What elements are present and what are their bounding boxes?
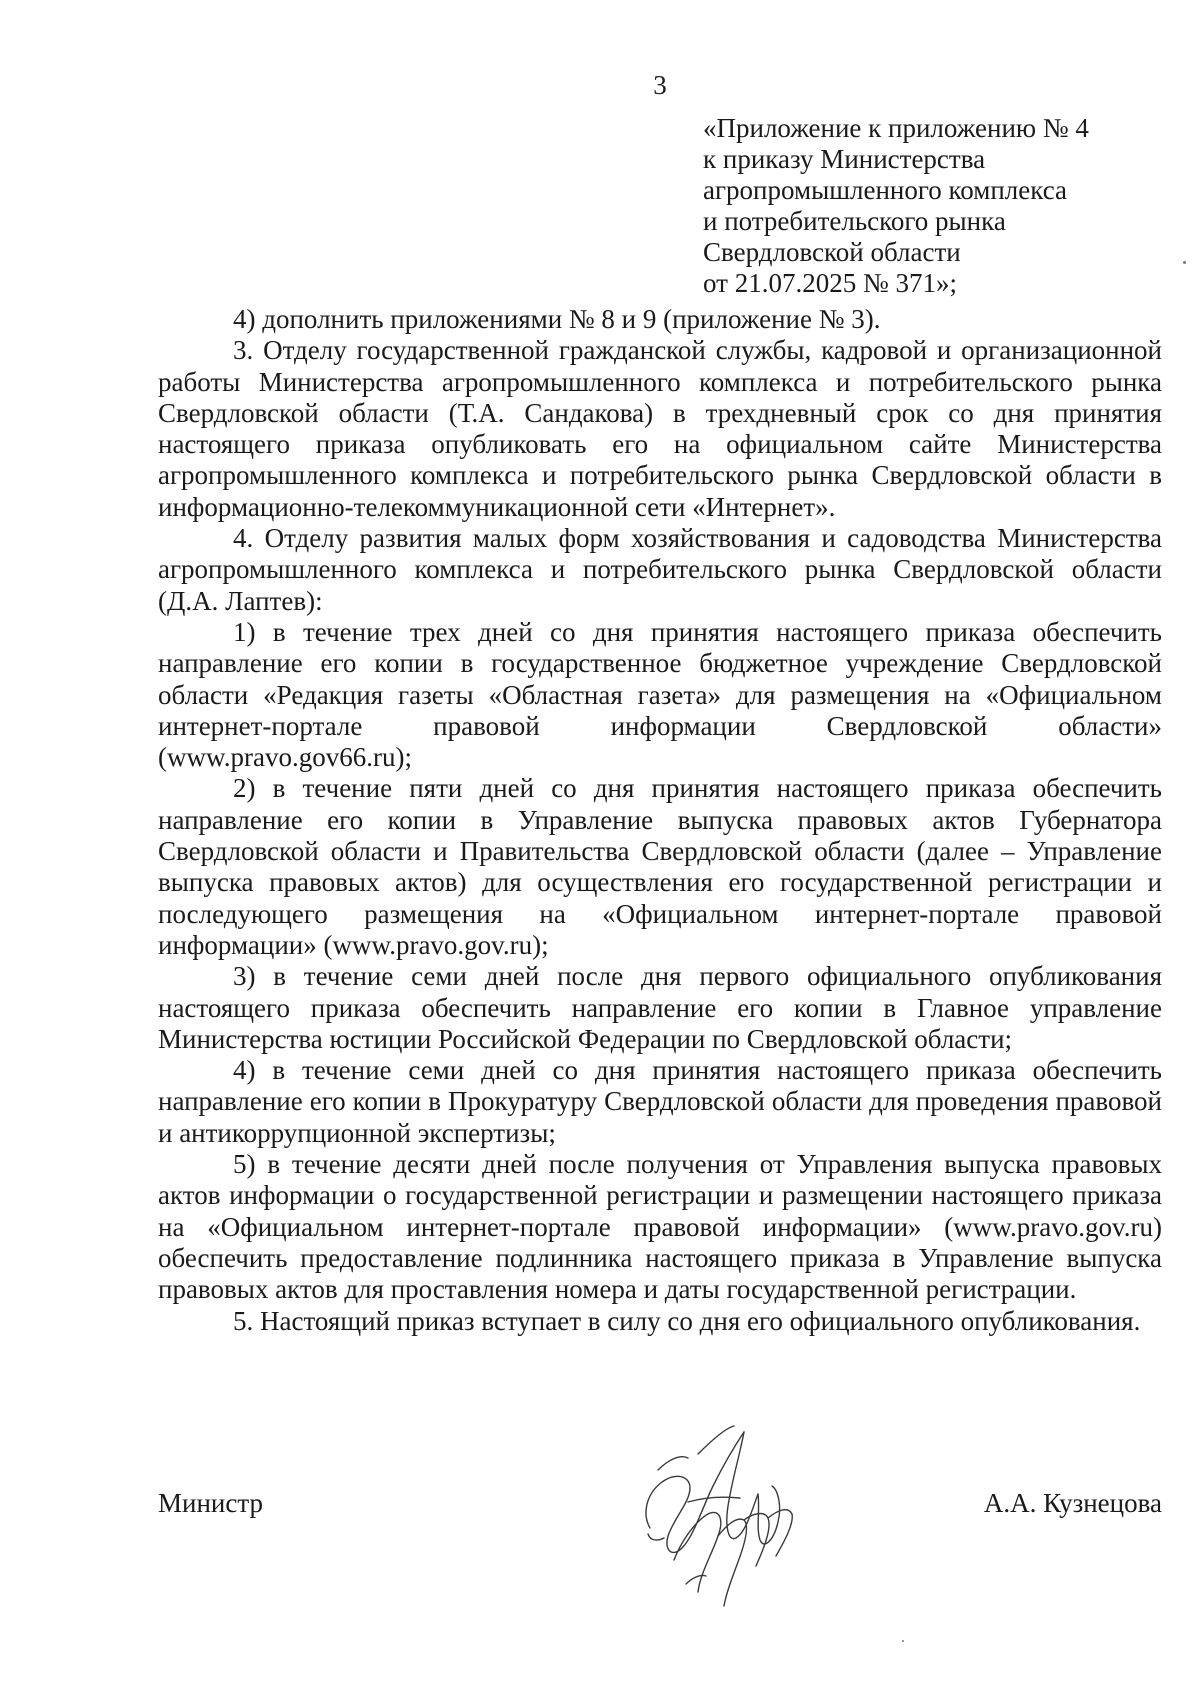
paragraph-subclause-5: 5) в течение десяти дней после получения от Управления выпуска правовых актов информации о государственной регистрации и размещении настоящего приказа на «Официальном интернет-портале правовой информации» (www.pravo.gov.ru) обеспечить предоставление подлинника настоящего приказа в Управление выпуска правовых актов для проставления номера и даты государственной регистрации. bbox=[158, 1149, 1162, 1305]
appendix-note-line: Свердловской области bbox=[703, 237, 961, 267]
signatory-title: Министр bbox=[158, 1488, 263, 1518]
document-body bbox=[158, 304, 1162, 1337]
handwritten-signature bbox=[628, 1410, 808, 1615]
appendix-note-line: агропромышленного комплекса bbox=[703, 175, 1067, 205]
appendix-note bbox=[703, 113, 1123, 299]
page-number: 3 bbox=[653, 70, 667, 100]
paragraph-subclause-4: 4) в течение семи дней со дня принятия настоящего приказа обеспечить направление его копии в Прокуратуру Свердловской области для проведения правовой и антикоррупционной экспертизы; bbox=[158, 1055, 1162, 1148]
appendix-note-line: «Приложение к приложению № 4 bbox=[703, 113, 1089, 143]
scan-speck bbox=[902, 1640, 904, 1642]
paragraph-amendment-item-4: 4) дополнить приложениями № 8 и 9 (приложение № 3). bbox=[233, 304, 881, 334]
paragraph-subclause-2: 2) в течение пяти дней со дня принятия настоящего приказа обеспечить направление его копии в Управление выпуска правовых актов Губернатора Свердловской области и Правительства Свердловской области (далее – Управление выпуска правовых актов) для осуществления его государственной регистрации и последующего размещения на «Официальном интернет-портале правовой информации» (www.pravo.gov.ru); bbox=[158, 773, 1162, 960]
appendix-note-line: к приказу Министерства bbox=[703, 144, 986, 174]
paragraph-clause-3: 3. Отделу государственной гражданской службы, кадровой и организационной работы Министерства агропромышленного комплекса и потребительского рынка Свердловской области (Т.А. Сандакова) в трехдневный срок со дня принятия настоящего приказа опубликовать его на официальном сайте Министерства агропромышленного комплекса и потребительского рынка Свердловской области в информационно-телекоммуникационной сети «Интернет». bbox=[158, 335, 1162, 522]
paragraph-clause-5: 5. Настоящий приказ вступает в силу со дня его официального опубликования. bbox=[233, 1305, 1141, 1336]
signatory-name: А.А. Кузнецова bbox=[983, 1488, 1162, 1518]
scan-speck bbox=[1183, 261, 1186, 264]
paragraph-subclause-3: 3) в течение семи дней после дня первого официального опубликования настоящего приказа обеспечить направление его копии в Главное управление Министерства юстиции Российской Федерации по Свердловской области; bbox=[158, 961, 1162, 1054]
appendix-note-line: от 21.07.2025 № 371»; bbox=[703, 268, 957, 298]
paragraph-clause-4: 4. Отделу развития малых форм хозяйствования и садоводства Министерства агропромышленного комплекса и потребительского рынка Свердловской области (Д.А. Лаптев): bbox=[158, 523, 1162, 616]
appendix-note-line: и потребительского рынка bbox=[703, 206, 1006, 236]
paragraph-subclause-1: 1) в течение трех дней со дня принятия настоящего приказа обеспечить направление его копии в государственное бюджетное учреждение Свердловской области «Редакция газеты «Областная газета» для размещения на «Официальном интернет-портале правовой информации Свердловской области» (www.pravo.gov66.ru); bbox=[158, 616, 1162, 773]
